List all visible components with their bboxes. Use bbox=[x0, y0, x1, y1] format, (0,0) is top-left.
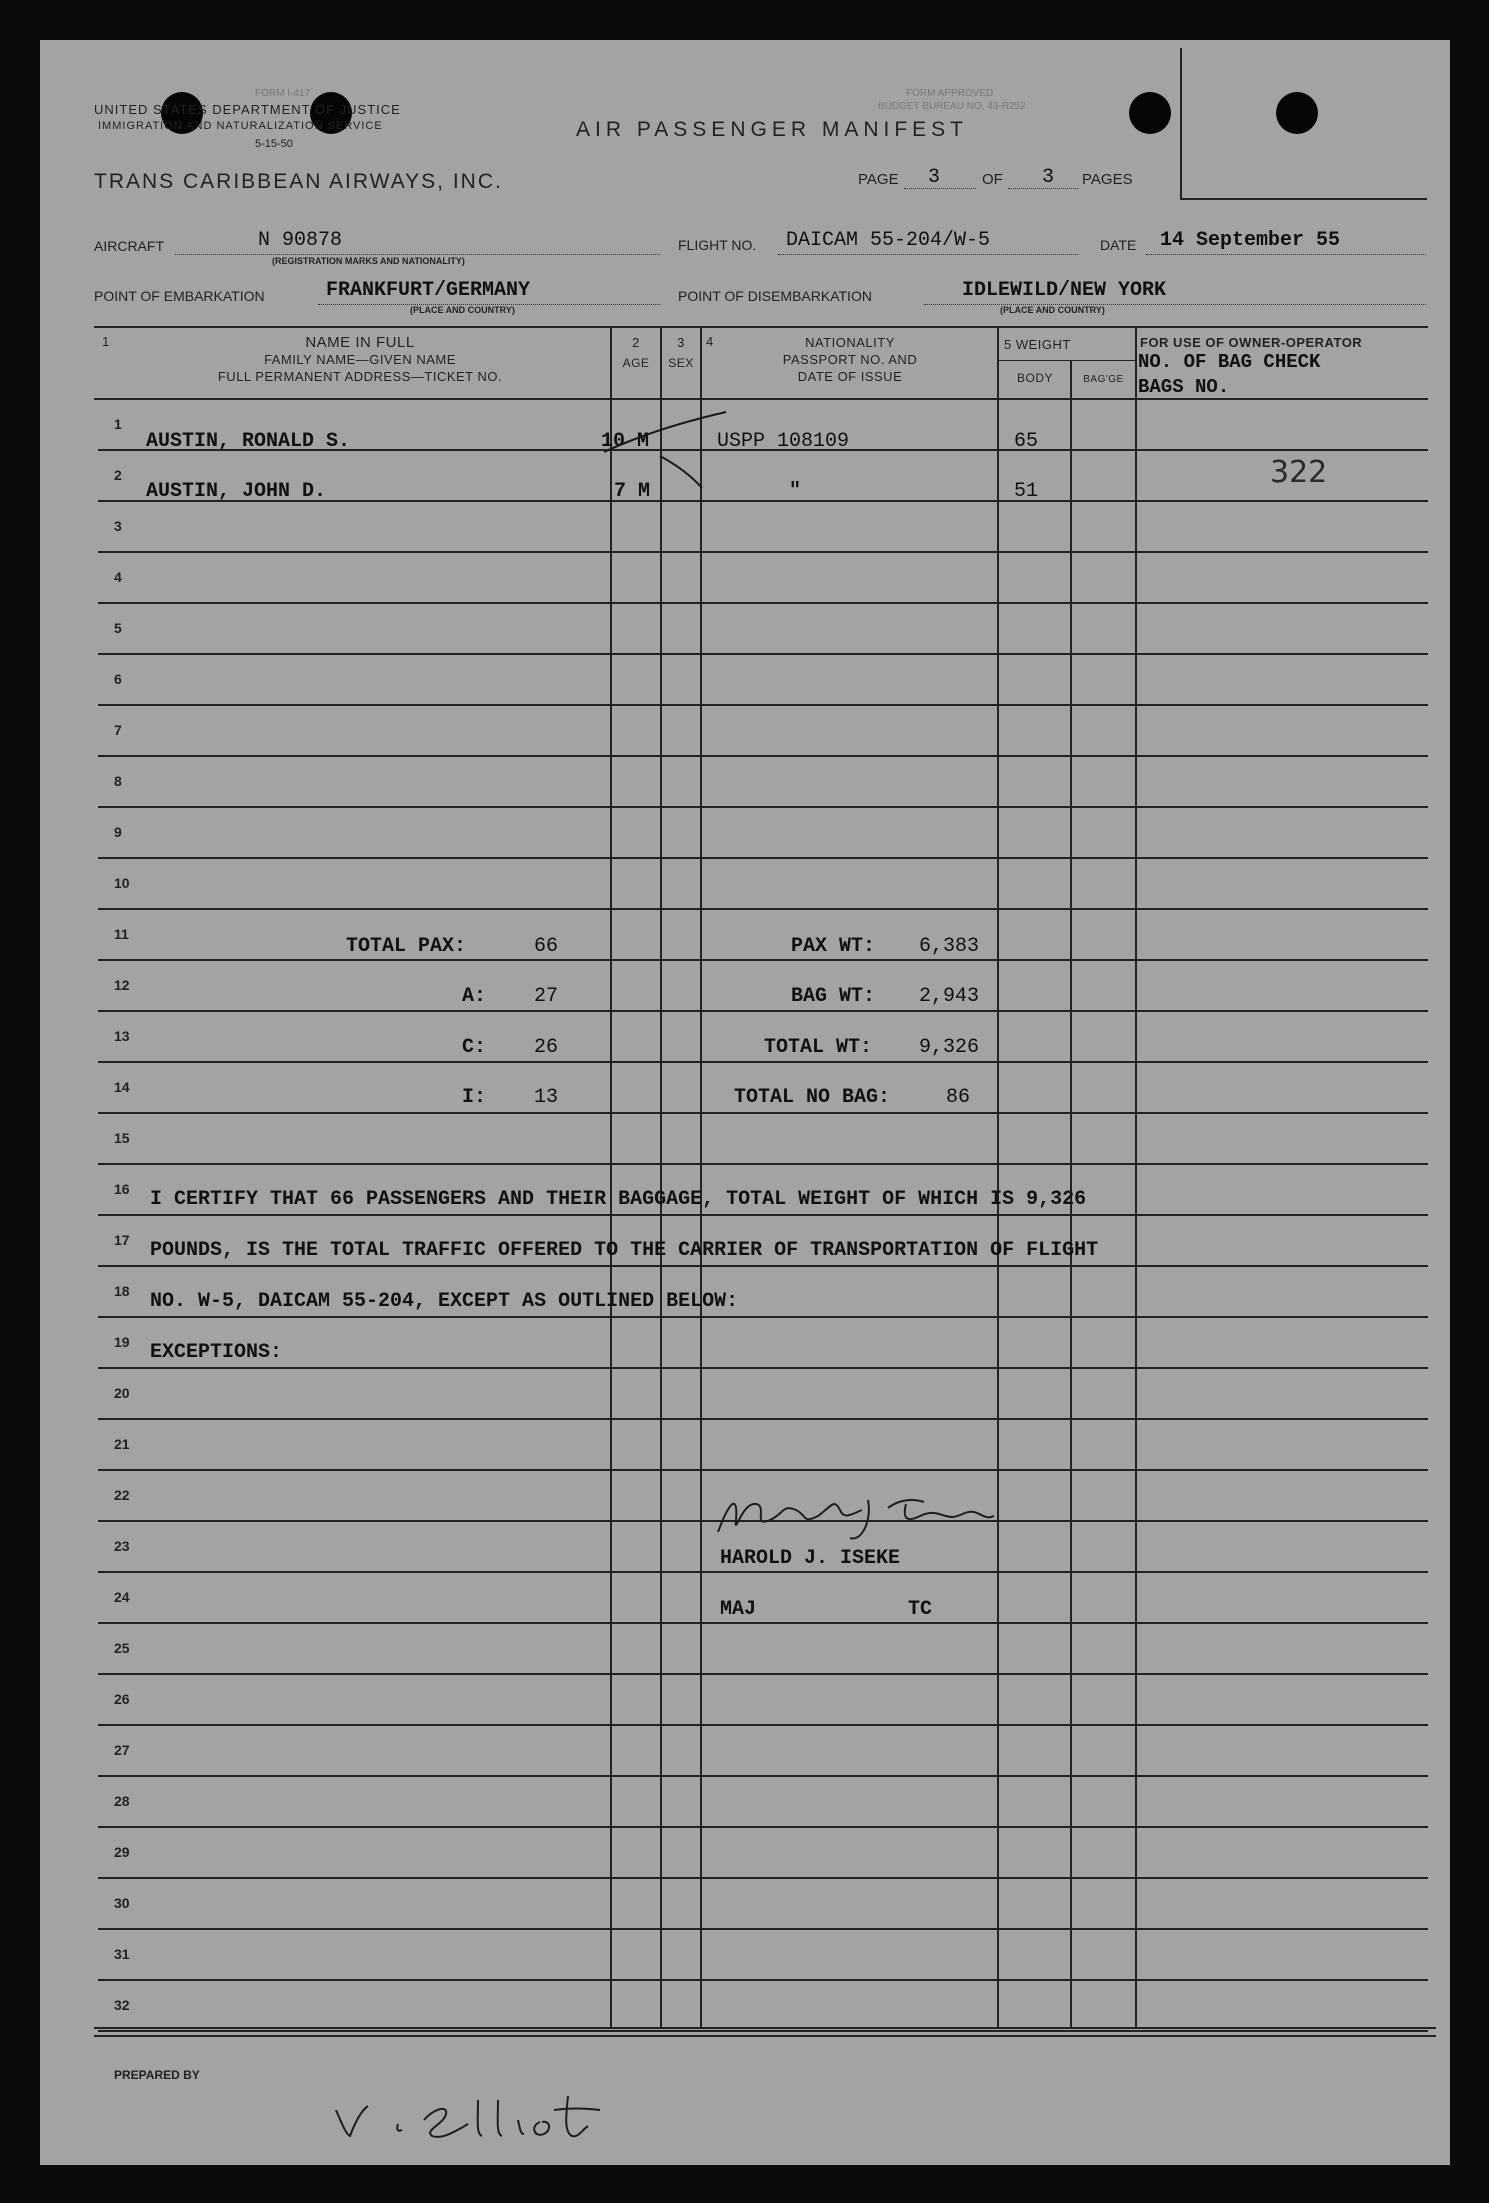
signature-harold-iseke bbox=[712, 1480, 1052, 1550]
passenger-2-body-weight: 51 bbox=[1014, 480, 1039, 503]
flight-label: FLIGHT NO. bbox=[678, 237, 757, 253]
col-owner-header: FOR USE OF OWNER-OPERATOR bbox=[1140, 335, 1363, 350]
row-rule bbox=[98, 1622, 1428, 1624]
row-number: 11 bbox=[114, 926, 129, 942]
row-number: 18 bbox=[114, 1283, 130, 1299]
col-num-1: 1 bbox=[102, 334, 110, 349]
row-number: 30 bbox=[114, 1895, 130, 1911]
row-rule bbox=[98, 704, 1428, 706]
row-number: 32 bbox=[114, 1997, 130, 2013]
row-number: 15 bbox=[114, 1130, 130, 1146]
row-rule bbox=[98, 1673, 1428, 1675]
row-rule bbox=[98, 1979, 1428, 1981]
col-nationality-header: NATIONALITY PASSPORT NO. AND DATE OF ISSUE bbox=[782, 335, 918, 384]
col-name-header: NAME IN FULL FAMILY NAME—GIVEN NAME FULL PERMANENT ADDRESS—TICKET NO. bbox=[217, 334, 503, 384]
date-value: 14 September 55 bbox=[1160, 229, 1341, 252]
certification-line-1: I CERTIFY THAT 66 PASSENGERS AND THEIR BAGGAGE, TOTAL WEIGHT OF WHICH IS 9,326 bbox=[150, 1188, 1087, 1211]
col-age-header: 2 AGE bbox=[622, 335, 650, 370]
pax-weight-value: 6,383 bbox=[919, 935, 980, 958]
pages-label: PAGES bbox=[1082, 171, 1133, 188]
row-rule bbox=[98, 1418, 1428, 1420]
row-rule bbox=[98, 1571, 1428, 1573]
bag-weight-value: 2,943 bbox=[919, 985, 980, 1008]
row-number: 7 bbox=[114, 722, 122, 738]
signature-preparer bbox=[328, 2080, 678, 2150]
col-num-4: 4 bbox=[706, 334, 714, 349]
row-rule bbox=[98, 1010, 1428, 1012]
row-number: 3 bbox=[114, 518, 122, 534]
row-rule bbox=[98, 1826, 1428, 1828]
row-rule bbox=[98, 1163, 1428, 1165]
row-number: 4 bbox=[114, 569, 122, 585]
embarkation-value: FRANKFURT/GERMANY bbox=[326, 279, 531, 302]
infants-label: I: bbox=[462, 1086, 487, 1109]
handwritten-check-mark bbox=[596, 408, 736, 498]
adults-value: 27 bbox=[534, 985, 559, 1008]
row-number: 13 bbox=[114, 1028, 130, 1044]
adults-label: A: bbox=[462, 985, 487, 1008]
row-number: 22 bbox=[114, 1487, 130, 1503]
bag-weight-label: BAG WT: bbox=[791, 985, 876, 1008]
row-number: 1 bbox=[114, 416, 122, 432]
flight-value: DAICAM 55-204/W-5 bbox=[786, 229, 991, 252]
row-rule bbox=[98, 806, 1428, 808]
row-number: 16 bbox=[114, 1181, 130, 1197]
row-rule bbox=[98, 908, 1428, 910]
total-weight-value: 9,326 bbox=[919, 1036, 980, 1059]
punch-hole bbox=[1129, 92, 1171, 134]
children-label: C: bbox=[462, 1036, 487, 1059]
budget-bureau-number: BUDGET BUREAU NO. 43-R252 bbox=[878, 101, 1026, 112]
row-number: 19 bbox=[114, 1334, 130, 1350]
col-baggage-header: BAG'GE bbox=[1083, 374, 1124, 385]
row-rule bbox=[98, 1775, 1428, 1777]
row-number: 29 bbox=[114, 1844, 130, 1860]
certification-line-2: POUNDS, IS THE TOTAL TRAFFIC OFFERED TO THE CARRIER OF TRANSPORTATION OF FLIGHT bbox=[150, 1239, 1099, 1262]
pax-weight-label: PAX WT: bbox=[791, 935, 876, 958]
passenger-1-passport: USPP 108109 bbox=[717, 430, 850, 453]
row-rule bbox=[98, 551, 1428, 553]
row-number: 24 bbox=[114, 1589, 130, 1605]
row-rule bbox=[98, 1367, 1428, 1369]
total-bags-value: 86 bbox=[946, 1086, 971, 1109]
certification-line-3: NO. W-5, DAICAM 55-204, EXCEPT AS OUTLINED BELOW: bbox=[150, 1290, 739, 1313]
signer-name: HAROLD J. ISEKE bbox=[720, 1547, 901, 1570]
disembarkation-value: IDLEWILD/NEW YORK bbox=[962, 279, 1167, 302]
row-rule bbox=[98, 1724, 1428, 1726]
airline-name: TRANS CARIBBEAN AIRWAYS, INC. bbox=[94, 170, 503, 193]
passenger-2-age: 7 M bbox=[614, 480, 651, 503]
owner-bags-heading: NO. OF BAG CHECK BAGS NO. bbox=[1138, 351, 1321, 398]
agency-line-1: UNITED STATES DEPARTMENT OF JUSTICE bbox=[94, 102, 401, 117]
signer-rank: MAJ bbox=[720, 1598, 757, 1621]
form-date: 5-15-50 bbox=[255, 138, 293, 150]
row-number: 21 bbox=[114, 1436, 130, 1452]
row-rule bbox=[98, 1316, 1428, 1318]
bag-check-number: 322 bbox=[1270, 455, 1328, 490]
total-pax-value: 66 bbox=[534, 935, 559, 958]
row-rule bbox=[98, 1877, 1428, 1879]
row-rule bbox=[98, 1265, 1428, 1267]
embarkation-sublabel: (PLACE AND COUNTRY) bbox=[410, 305, 515, 315]
disembarkation-sublabel: (PLACE AND COUNTRY) bbox=[1000, 305, 1105, 315]
form-number: FORM I-417 bbox=[255, 88, 311, 99]
row-rule bbox=[98, 755, 1428, 757]
children-value: 26 bbox=[534, 1036, 559, 1059]
passenger-1-body-weight: 65 bbox=[1014, 430, 1039, 453]
aircraft-value: N 90878 bbox=[258, 229, 343, 252]
signer-unit: TC bbox=[908, 1598, 933, 1621]
infants-value: 13 bbox=[534, 1086, 559, 1109]
row-number: 20 bbox=[114, 1385, 130, 1401]
row-number: 27 bbox=[114, 1742, 130, 1758]
row-number: 14 bbox=[114, 1079, 130, 1095]
total-weight-label: TOTAL WT: bbox=[764, 1036, 873, 1059]
passenger-2-passport: " bbox=[789, 480, 802, 503]
page-total: 3 bbox=[1042, 166, 1055, 189]
row-number: 6 bbox=[114, 671, 122, 687]
row-rule bbox=[98, 959, 1428, 961]
row-number: 10 bbox=[114, 875, 130, 891]
form-title: AIR PASSENGER MANIFEST bbox=[576, 118, 968, 141]
date-label: DATE bbox=[1100, 237, 1137, 253]
row-number: 8 bbox=[114, 773, 122, 789]
embarkation-label: POINT OF EMBARKATION bbox=[94, 288, 265, 304]
page-number: 3 bbox=[928, 166, 941, 189]
form-approval-box bbox=[1180, 48, 1427, 200]
passenger-1-age: 10 M bbox=[601, 430, 650, 453]
row-number: 5 bbox=[114, 620, 122, 636]
row-number: 17 bbox=[114, 1232, 130, 1248]
row-number: 26 bbox=[114, 1691, 130, 1707]
passenger-2-name: AUSTIN, JOHN D. bbox=[146, 480, 327, 503]
row-number: 25 bbox=[114, 1640, 130, 1656]
row-number: 2 bbox=[114, 467, 122, 483]
row-number: 28 bbox=[114, 1793, 130, 1809]
passenger-1-name: AUSTIN, RONALD S. bbox=[146, 430, 351, 453]
row-number: 9 bbox=[114, 824, 122, 840]
row-number: 31 bbox=[114, 1946, 130, 1962]
form-approved: FORM APPROVED bbox=[906, 88, 994, 99]
col-sex-header: 3 SEX bbox=[668, 335, 694, 370]
total-bags-label: TOTAL NO BAG: bbox=[734, 1086, 891, 1109]
row-number: 23 bbox=[114, 1538, 130, 1554]
row-rule bbox=[98, 1469, 1428, 1471]
aircraft-sublabel: (REGISTRATION MARKS AND NATIONALITY) bbox=[272, 256, 465, 266]
row-rule bbox=[98, 1061, 1428, 1063]
agency-line-2: IMMIGRATION AND NATURALIZATION SERVICE bbox=[98, 120, 383, 132]
row-rule bbox=[98, 1928, 1428, 1930]
row-number: 12 bbox=[114, 977, 130, 993]
row-rule bbox=[98, 653, 1428, 655]
prepared-by-label: PREPARED BY bbox=[114, 2068, 200, 2082]
col-body-header: BODY bbox=[1016, 371, 1053, 385]
col-weight-header: 5 WEIGHT bbox=[1004, 337, 1071, 352]
exceptions-label: EXCEPTIONS: bbox=[150, 1341, 283, 1364]
disembarkation-label: POINT OF DISEMBARKATION bbox=[678, 288, 872, 304]
row-rule bbox=[98, 857, 1428, 859]
row-rule bbox=[98, 1214, 1428, 1216]
page-label: PAGE bbox=[858, 171, 899, 188]
of-label: OF bbox=[982, 171, 1003, 188]
aircraft-label: AIRCRAFT bbox=[94, 238, 164, 254]
total-pax-label: TOTAL PAX: bbox=[346, 935, 467, 958]
row-rule bbox=[98, 1112, 1428, 1114]
row-rule bbox=[98, 602, 1428, 604]
row-rule bbox=[98, 2030, 1428, 2032]
